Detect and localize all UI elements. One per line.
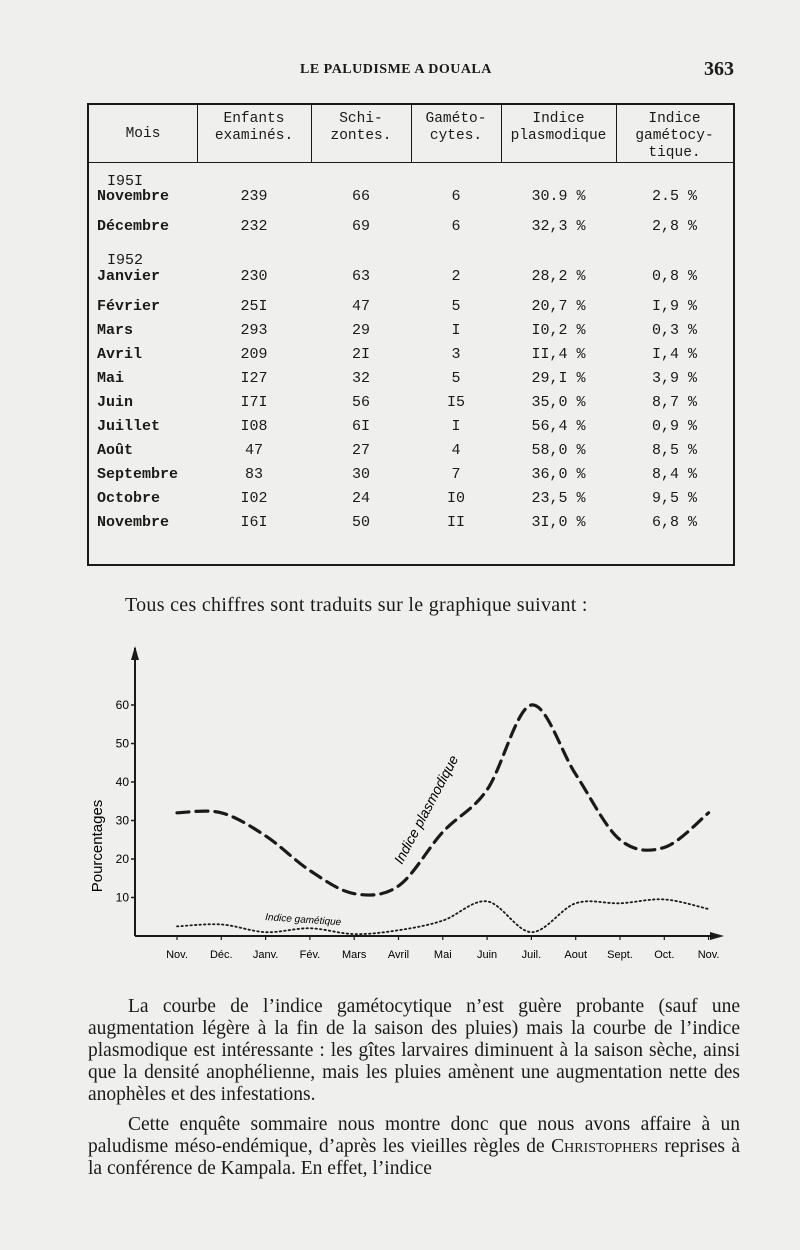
x-tick-label: Mai: [433, 949, 452, 961]
x-tick-label: Aout: [564, 949, 588, 961]
table-row: [89, 370, 733, 390]
malaria-index-chart: [80, 640, 730, 970]
year-label: I95I: [107, 173, 144, 190]
header-indice-gametocytique: Indice gamétocy- tique.: [635, 111, 714, 161]
table-cell-mois: Juin: [97, 394, 134, 411]
table-cell-schizontes: 2I: [351, 346, 370, 363]
table-cell-schizontes: 47: [351, 298, 370, 315]
header-indice-plasmodique: Indice plasmodique: [510, 111, 607, 144]
paragraph-1: [88, 996, 740, 1106]
x-tick-label: Nov.: [166, 949, 188, 961]
table-cell-gametocytes: I: [451, 418, 461, 435]
table-cell-enfants: I02: [240, 490, 268, 507]
table-cell-plasmodique: 35,0 %: [531, 394, 586, 411]
series-label-plasmodique: Indice plasmodique: [390, 752, 462, 867]
table-cell-enfants: I6I: [240, 514, 268, 531]
x-tick-label: Juin: [477, 949, 498, 961]
x-tick-label: Janv.: [252, 949, 279, 961]
table-cell-gametocytes: 6: [451, 218, 461, 235]
y-tick-label: 50: [115, 736, 129, 751]
table-cell-gametocytique: 2,8 %: [651, 218, 697, 235]
header-enfants: Enfants examinés.: [214, 111, 294, 144]
x-tick-label: Déc.: [209, 949, 233, 961]
table-row: [89, 490, 733, 510]
table-cell-gametocytique: 3,9 %: [651, 370, 697, 387]
table-cell-gametocytes: 3: [451, 346, 461, 363]
series-line-gametique: [177, 899, 709, 934]
table-cell-gametocytique: 2.5 %: [651, 188, 697, 205]
table-cell-gametocytes: 2: [451, 268, 461, 285]
table-cell-enfants: 239: [240, 188, 268, 205]
table-cell-enfants: I08: [240, 418, 268, 435]
page-number: 363: [704, 58, 734, 80]
table-cell-plasmodique: 30.9 %: [531, 188, 586, 205]
table-cell-gametocytique: 8,5 %: [651, 442, 697, 459]
table-cell-gametocytes: I0: [446, 490, 465, 507]
table-cell-gametocytique: I,9 %: [651, 298, 697, 315]
table-cell-plasmodique: 3I,0 %: [531, 514, 586, 531]
paragraph-1-text: La courbe de l’indice gamétocytique n’est guère probante (sauf une augmentation légère à la fin de la saison des pluies) mais la courbe de l’indice plasmodique est intéressante : les gîtes larvaires diminuent à la saison sèche, ainsi que la densité anophélienne, mais les pluies amènent une augmentation nette des anophèles et des infestations.: [88, 996, 740, 1105]
x-tick-label: Nov.: [697, 949, 720, 961]
table-row: [89, 218, 733, 238]
table-cell-mois: Novembre: [97, 188, 170, 205]
table-row: [89, 442, 733, 462]
table-cell-schizontes: 66: [351, 188, 370, 205]
table-cell-schizontes: 63: [351, 268, 370, 285]
table-cell-plasmodique: 28,2 %: [531, 268, 586, 285]
x-axis-arrow-icon: [710, 932, 724, 940]
table-cell-mois: Mars: [97, 322, 134, 339]
table-cell-gametocytique: I,4 %: [651, 346, 697, 363]
table-cell-enfants: 209: [240, 346, 268, 363]
table-cell-plasmodique: I0,2 %: [531, 322, 586, 339]
table-cell-gametocytique: 0,9 %: [651, 418, 697, 435]
chart-caption: Tous ces chiffres sont traduits sur le graphique suivant :: [125, 594, 588, 616]
table-cell-enfants: I7I: [240, 394, 268, 411]
table-row: [89, 322, 733, 342]
table-cell-gametocytique: 0,8 %: [651, 268, 697, 285]
table-row: [89, 394, 733, 414]
header-schizontes: Schi- zontes.: [330, 111, 392, 144]
table-cell-schizontes: 6I: [351, 418, 370, 435]
y-tick-label: 30: [115, 813, 129, 828]
x-tick-label: Oct.: [654, 949, 675, 961]
x-tick-label: Mars: [341, 949, 367, 961]
table-cell-enfants: 47: [244, 442, 263, 459]
table-cell-gametocytes: I5: [446, 394, 465, 411]
table-cell-mois: Novembre: [97, 514, 170, 531]
table-cell-plasmodique: 36,0 %: [531, 466, 586, 483]
table-row: [89, 418, 733, 438]
running-head: LE PALUDISME A DOUALA: [300, 62, 492, 77]
table-cell-mois: Septembre: [97, 466, 179, 483]
table-cell-schizontes: 30: [351, 466, 370, 483]
table-cell-gametocytes: 4: [451, 442, 461, 459]
table-cell-mois: Janvier: [97, 268, 161, 285]
table-cell-mois: Mai: [97, 370, 125, 387]
table-cell-mois: Décembre: [97, 218, 170, 235]
header-mois: Mois: [125, 126, 161, 142]
table-cell-mois: Avril: [97, 346, 143, 363]
table-cell-plasmodique: II,4 %: [531, 346, 586, 363]
table-cell-gametocytique: 9,5 %: [651, 490, 697, 507]
y-tick-label: 60: [115, 698, 129, 712]
table-cell-schizontes: 69: [351, 218, 370, 235]
table-cell-enfants: 25I: [240, 298, 268, 315]
table-cell-schizontes: 27: [351, 442, 370, 459]
table-cell-gametocytes: 7: [451, 466, 461, 483]
year-label: I952: [107, 252, 144, 269]
series-line-plasmodique: [177, 705, 709, 895]
table-cell-plasmodique: 23,5 %: [531, 490, 586, 507]
table-cell-mois: Février: [97, 298, 161, 315]
paragraph-2-text: Cette enquête sommaire nous montre donc que nous avons affaire à un paludisme méso-endémique, d’après les vieilles règles de: [88, 1114, 740, 1157]
y-tick-label: 40: [115, 775, 129, 789]
table-cell-gametocytes: I: [451, 322, 461, 339]
y-axis-arrow-icon: [131, 646, 139, 660]
x-tick-label: Fév.: [299, 949, 321, 961]
table-cell-gametocytique: 0,3 %: [651, 322, 697, 339]
table-cell-schizontes: 29: [351, 322, 370, 339]
malaria-data-table: [87, 103, 735, 566]
table-cell-enfants: I27: [240, 370, 268, 387]
table-cell-schizontes: 24: [351, 490, 370, 507]
author-name: Christophers: [551, 1136, 658, 1157]
table-cell-plasmodique: 56,4 %: [531, 418, 586, 435]
table-row: [89, 346, 733, 366]
table-cell-plasmodique: 58,0 %: [531, 442, 586, 459]
paragraph-2-end: reprises à la conférence de Kampala. En effet, l’indice: [88, 1136, 740, 1179]
table-cell-enfants: 293: [240, 322, 268, 339]
x-tick-label: Avril: [387, 949, 410, 961]
y-tick-label: 10: [115, 890, 129, 905]
table-row: [89, 188, 733, 208]
table-cell-mois: Août: [97, 442, 134, 459]
table-cell-enfants: 232: [240, 218, 268, 235]
table-cell-mois: Juillet: [97, 418, 161, 435]
header-gametocytes: Gaméto- cytes.: [425, 111, 487, 144]
table-cell-plasmodique: 32,3 %: [531, 218, 586, 235]
table-cell-gametocytique: 8,4 %: [651, 466, 697, 483]
table-cell-gametocytes: 5: [451, 298, 461, 315]
x-tick-label: Sept.: [607, 949, 633, 961]
table-cell-gametocytique: 6,8 %: [651, 514, 697, 531]
table-row: [89, 298, 733, 318]
series-label-gametique: Indice gamétique: [264, 912, 342, 929]
y-tick-label: 20: [115, 852, 129, 866]
x-tick-label: Juil.: [521, 949, 542, 961]
table-cell-mois: Octobre: [97, 490, 161, 507]
table-row: [89, 514, 733, 534]
table-cell-enfants: 83: [244, 466, 263, 483]
table-cell-gametocytes: 6: [451, 188, 461, 205]
table-cell-gametocytique: 8,7 %: [651, 394, 697, 411]
table-row: [89, 466, 733, 486]
paragraph-2: [88, 1114, 740, 1180]
table-cell-gametocytes: 5: [451, 370, 461, 387]
table-cell-schizontes: 32: [351, 370, 370, 387]
table-cell-plasmodique: 20,7 %: [531, 298, 586, 315]
table-row: [89, 268, 733, 288]
table-cell-schizontes: 50: [351, 514, 370, 531]
header-separator: [89, 162, 733, 163]
table-cell-schizontes: 56: [351, 394, 370, 411]
y-axis-label: Pourcentages: [89, 799, 106, 893]
table-cell-gametocytes: II: [446, 514, 465, 531]
table-cell-plasmodique: 29,I %: [531, 370, 586, 387]
table-cell-enfants: 230: [240, 268, 268, 285]
